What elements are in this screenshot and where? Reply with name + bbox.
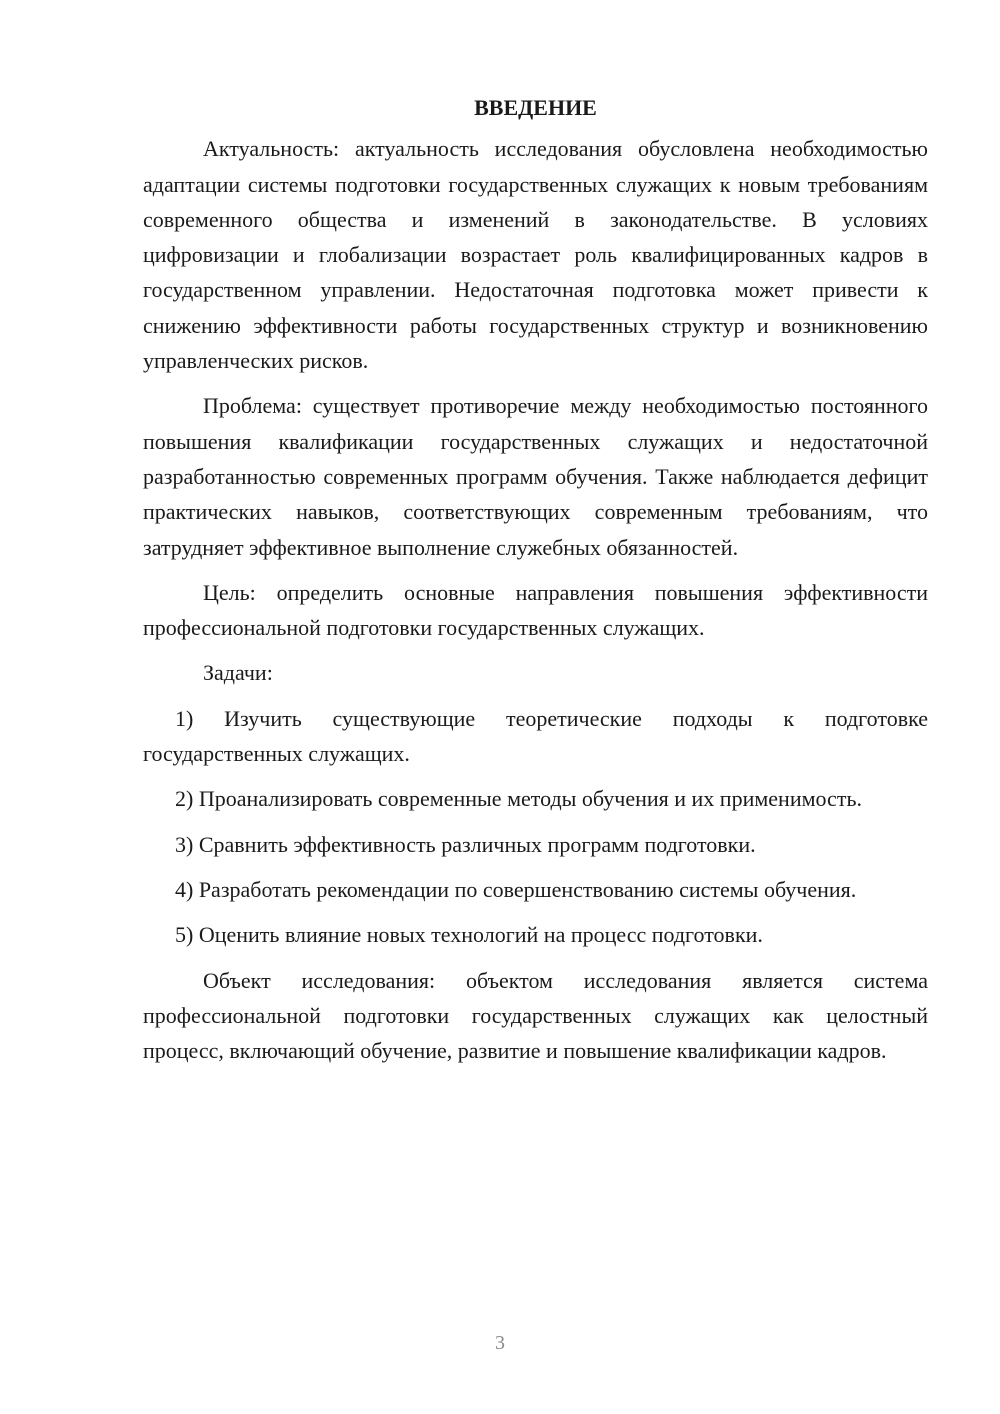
tasks-heading: Задачи:: [203, 660, 273, 686]
task-item: 3) Сравнить эффективность различных программ подготовки.: [175, 831, 756, 857]
task-item: 5) Оценить влияние новых технологий на процесс подготовки.: [175, 922, 763, 948]
tasks-list: [143, 701, 928, 953]
problem-paragraph: Проблема: существует противоречие между необходимостью постоянного повышения квалификации государственных служащих и недостаточной разработанностью современных программ обучения. Также наблюдается дефицит практических навыков, соответствующих современным требованиям, что затрудняет эффективное выполнение служебных обязанностей.: [143, 393, 928, 560]
task-item: 1) Изучить существующие теоретические подходы к подготовке государственных служащих.: [143, 705, 928, 767]
goal-paragraph: Цель: определить основные направления повышения эффективности профессиональной подготовки государственных служащих.: [143, 579, 928, 641]
task-item: 4) Разработать рекомендации по совершенствованию системы обучения.: [175, 876, 857, 902]
object-paragraph: Объект исследования: объектом исследования является система профессиональной подготовки государственных служащих как целостный процесс, включающий обучение, развитие и повышение квалификации кадров.: [143, 967, 928, 1064]
page-number: 3: [495, 1332, 505, 1354]
document-page: [143, 90, 928, 1078]
relevance-paragraph: Актуальность: актуальность исследования обусловлена необходимостью адаптации системы подготовки государственных служащих к новым требованиям современного общества и изменений в законодательстве. В условиях цифровизации и глобализации возрастает роль квалифицированных кадров в государственном управлении. Недостаточная подготовка может привести к снижению эффективности работы государственных структур и возникновению управленческих рисков.: [143, 136, 928, 374]
section-title: ВВЕДЕНИЕ: [474, 95, 597, 120]
task-item: 2) Проанализировать современные методы обучения и их применимость.: [175, 786, 862, 812]
